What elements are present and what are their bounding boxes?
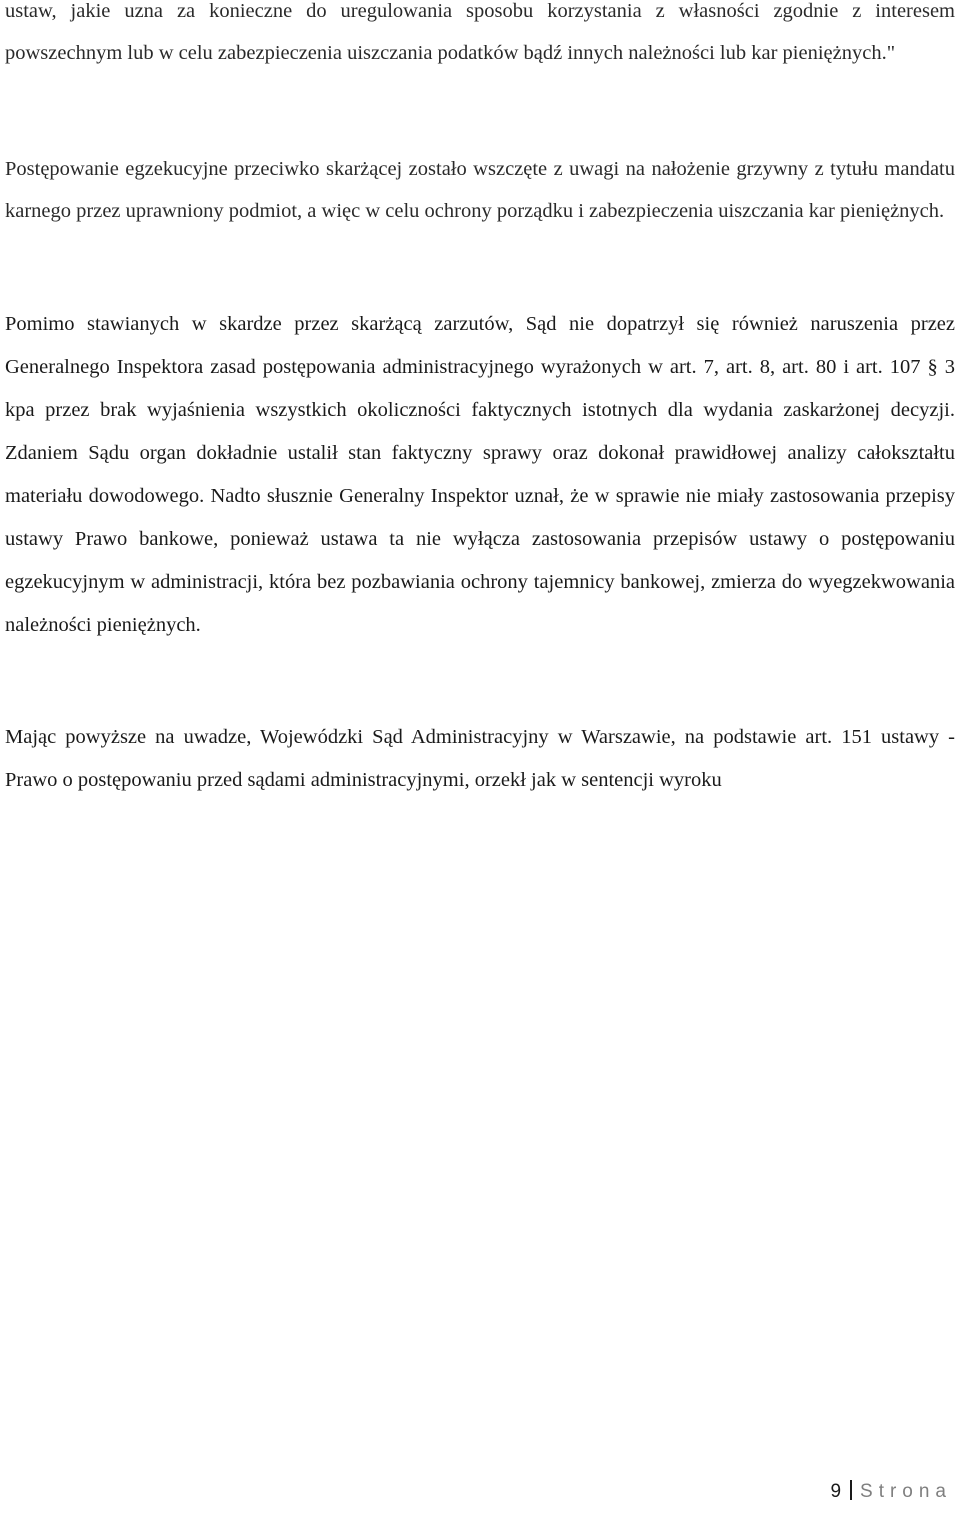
footer-divider [850, 1480, 852, 1500]
paragraph-4: Mając powyższe na uwadze, Wojewódzki Sąd Administracyjny w Warszawie, na podstawie art. 151 ustawy - Prawo o postępowaniu przed sądami administracyjnymi, orzekł jak w sentencji wyroku [5, 726, 955, 791]
paragraph-1: ustaw, jakie uzna za konieczne do uregulowania sposobu korzystania z własności zgodnie z interesem powszechnym lub w celu zabezpieczenia uiszczania podatków bądź innych należności lub kar pieniężnych." [5, 0, 955, 64]
paragraph-2: Postępowanie egzekucyjne przeciwko skarżącej zostało wszczęte z uwagi na nałożenie grzywny z tytułu mandatu karnego przez uprawniony podmiot, a więc w celu ochrony porządku i zabezpieczenia uiszczania kar pieniężnych. [5, 158, 955, 222]
page-footer [830, 1480, 952, 1504]
page-label: Strona [860, 1481, 952, 1502]
page-number: 9 [830, 1481, 842, 1502]
paragraph-3: Pomimo stawianych w skardze przez skarżącą zarzutów, Sąd nie dopatrzył się również naruszenia przez Generalnego Inspektora zasad postępowania administracyjnego wyrażonych w art. 7, art. 8, art. 80 i art. 107 § 3 kpa przez brak wyjaśnienia wszystkich okoliczności faktycznych istotnych dla wydania zaskarżonej decyzji. Zdaniem Sądu organ dokładnie ustalił stan faktyczny sprawy oraz dokonał prawidłowej analizy całokształtu materiału dowodowego. Nadto słusznie Generalny Inspektor uznał, że w sprawie nie miały zastosowania przepisy ustawy Prawo bankowe, ponieważ ustawa ta nie wyłącza zastosowania przepisów ustawy o postępowaniu egzekucyjnym w administracji, która bez pozbawiania ochrony tajemnicy bankowej, zmierza do wyegzekwowania należności pieniężnych. [5, 313, 955, 636]
